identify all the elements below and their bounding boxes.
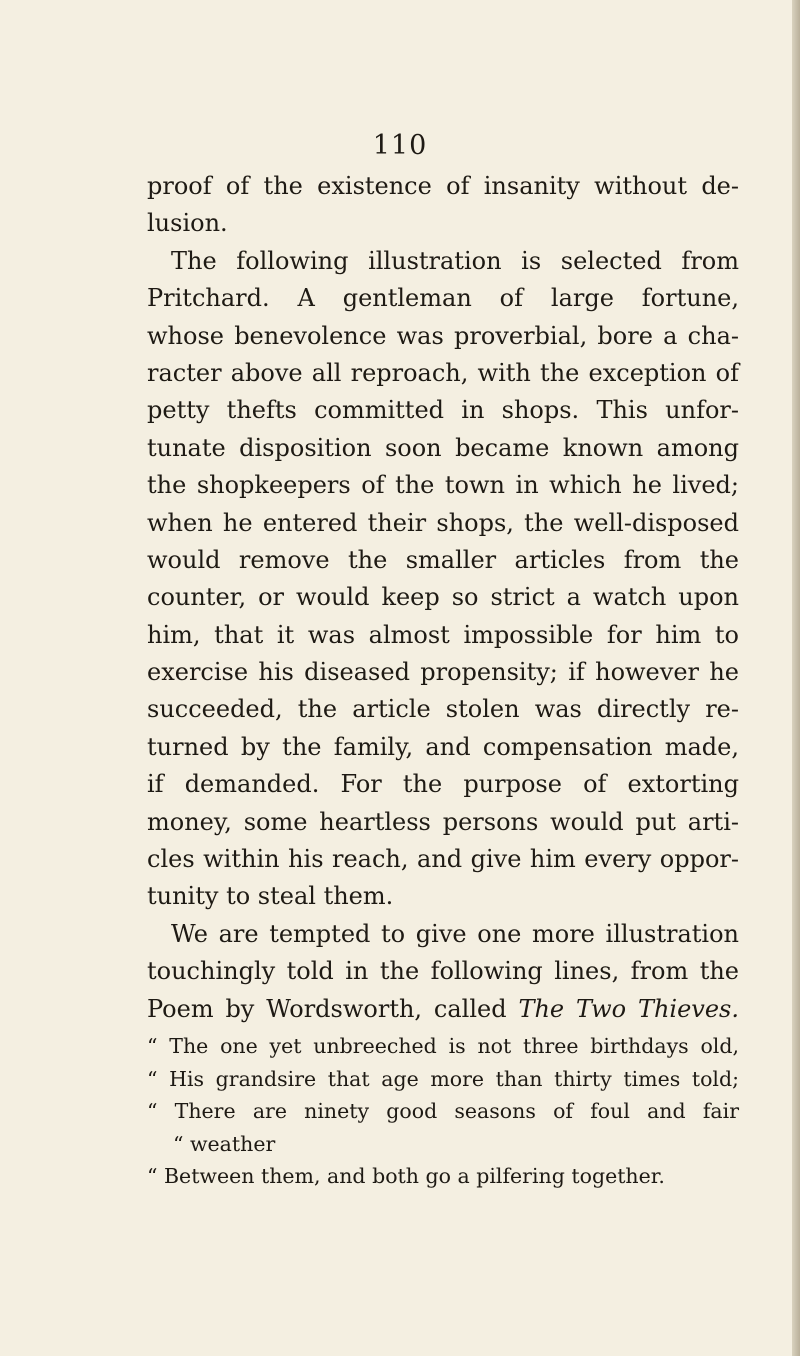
verse-line: “ There are ninety good seasons of foul and fair bbox=[147, 1099, 739, 1124]
text-line: exercise his diseased propensity; if however he bbox=[147, 658, 739, 687]
body-text bbox=[147, 168, 739, 1193]
verse-line: “ His grandsire that age more than thirty times told; bbox=[147, 1066, 739, 1091]
text-line: We are tempted to give one more illustration bbox=[171, 919, 739, 948]
text-line: tunity to steal them. bbox=[147, 882, 394, 911]
text-line: tunate disposition soon became known among bbox=[147, 433, 739, 462]
text-line: whose benevolence was proverbial, bore a cha- bbox=[147, 321, 739, 350]
text-line: succeeded, the article stolen was directly re- bbox=[147, 695, 739, 724]
verse-line: “ weather bbox=[173, 1131, 276, 1156]
verse-block bbox=[147, 1030, 739, 1193]
verse-line: “ The one yet unbreeched is not three birthdays old, bbox=[147, 1033, 739, 1058]
page-edge bbox=[792, 0, 800, 1356]
text-line: The following illustration is selected from bbox=[171, 246, 739, 275]
text-line: counter, or would keep so strict a watch upon bbox=[147, 583, 739, 612]
text-line: lusion. bbox=[147, 209, 228, 238]
text-line: racter above all reproach, with the exception of bbox=[147, 358, 739, 387]
text-line: him, that it was almost impossible for him to bbox=[147, 620, 739, 649]
text-line: money, some heartless persons would put arti- bbox=[147, 807, 739, 836]
text-line: Pritchard. A gentleman of large fortune, bbox=[147, 284, 739, 313]
text-line: would remove the smaller articles from the bbox=[147, 545, 739, 574]
text-line: cles within his reach, and give him every oppor- bbox=[147, 845, 739, 874]
verse-line: “ Between them, and both go a pilfering together. bbox=[147, 1164, 665, 1189]
poem-citation-line bbox=[147, 991, 739, 1028]
text-line: petty thefts committed in shops. This unfor- bbox=[147, 396, 739, 425]
text-line: touchingly told in the following lines, from the bbox=[147, 957, 739, 986]
text-line: turned by the family, and compensation made, bbox=[147, 732, 739, 761]
prose-block bbox=[147, 168, 739, 991]
text-line: when he entered their shops, the well-disposed bbox=[147, 508, 739, 537]
text-line: proof of the existence of insanity without de- bbox=[147, 172, 739, 200]
text-line: the shopkeepers of the town in which he lived; bbox=[147, 471, 739, 500]
text-line: if demanded. For the purpose of extorting bbox=[147, 770, 739, 799]
poem-title: The Two Thieves. bbox=[518, 994, 740, 1023]
page-number: 110 bbox=[372, 130, 428, 161]
poem-citation-lead: Poem by Wordsworth, called bbox=[147, 994, 519, 1023]
